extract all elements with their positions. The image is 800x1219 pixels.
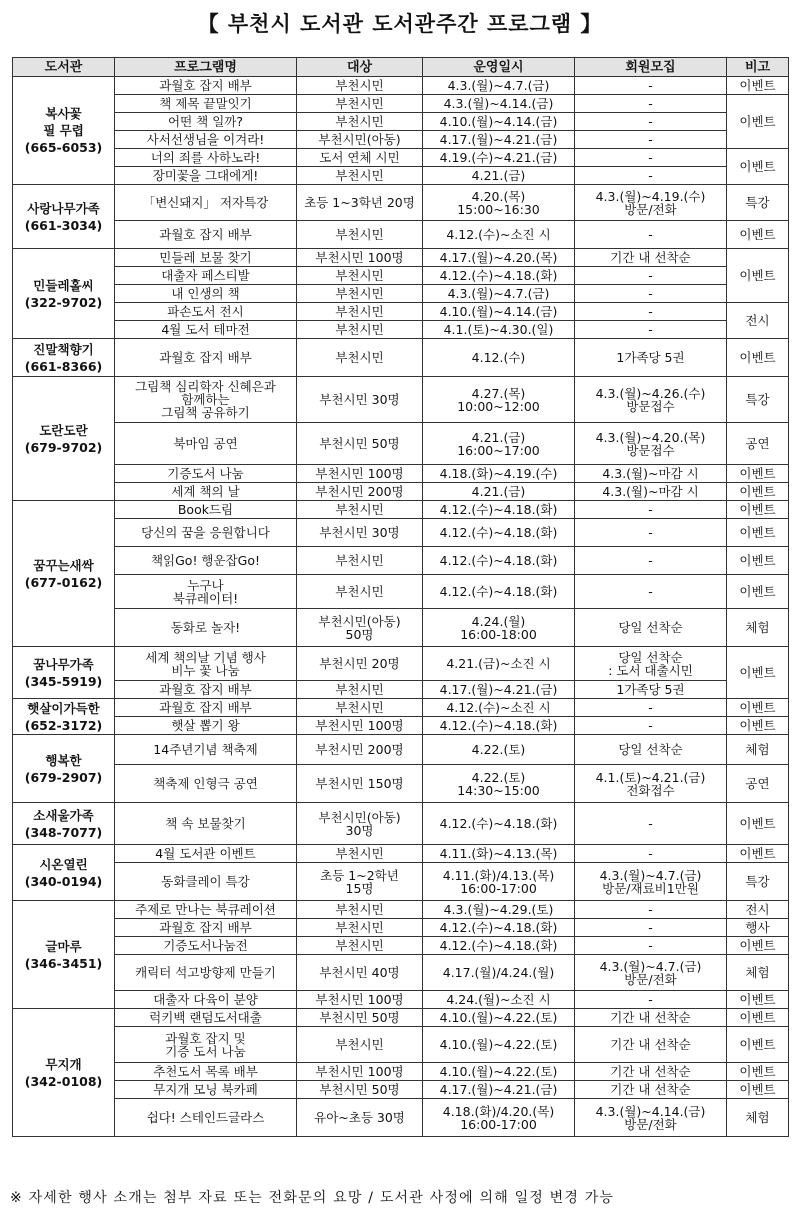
operating-date: 4.21.(금): [423, 483, 575, 501]
table-row: [13, 1027, 789, 1063]
target-audience: 부천시민: [297, 303, 423, 321]
table-row: [13, 1009, 789, 1027]
operating-date: 4.17.(월)~4.21.(금): [423, 131, 575, 149]
target-audience: 부천시민: [297, 167, 423, 185]
library-cell: [13, 735, 115, 803]
operating-date: 4.12.(수)~4.18.(화): [423, 937, 575, 955]
program-name: 과월호 잡지 및 기증 도서 나눔: [115, 1027, 297, 1063]
recruitment: -: [575, 113, 727, 131]
program-name: 사서선생님을 이겨라!: [115, 131, 297, 149]
library-name: 도란도란: [39, 422, 88, 438]
table-row: [13, 267, 789, 285]
table-row: [13, 955, 789, 991]
library-cell: [13, 77, 115, 185]
note-cell: 이벤트: [727, 1081, 789, 1099]
recruitment: -: [575, 285, 727, 303]
recruitment: -: [575, 95, 727, 113]
program-name: 과월호 잡지 배부: [115, 699, 297, 717]
operating-date: 4.18.(화)~4.19.(수): [423, 465, 575, 483]
recruitment: 4.3.(월)~4.19.(수) 방문/전화: [575, 185, 727, 221]
operating-date: 4.27.(목) 10:00~12:00: [423, 377, 575, 423]
library-cell: [13, 699, 115, 735]
operating-date: 4.3.(월)~4.7.(금): [423, 77, 575, 95]
library-name: 햇살이가득한: [27, 700, 100, 716]
header-library: 도서관: [13, 58, 115, 77]
header-date: 운영일시: [423, 58, 575, 77]
operating-date: 4.12.(수)~4.18.(화): [423, 519, 575, 547]
operating-date: 4.3.(월)~4.14.(금): [423, 95, 575, 113]
table-row: [13, 609, 789, 647]
header-row: [13, 58, 789, 77]
program-name: 무지개 모닝 북카페: [115, 1081, 297, 1099]
recruitment: -: [575, 303, 727, 321]
target-audience: 부천시민 200명: [297, 735, 423, 765]
library-cell: [13, 249, 115, 339]
recruitment: 4.1.(토)~4.21.(금) 전화접수: [575, 765, 727, 803]
library-cell: [13, 1009, 115, 1137]
target-audience: 부천시민: [297, 699, 423, 717]
program-name: 과월호 잡지 배부: [115, 77, 297, 95]
program-name: 과월호 잡지 배부: [115, 339, 297, 377]
operating-date: 4.17.(월)~4.21.(금): [423, 1081, 575, 1099]
library-cell: [13, 339, 115, 377]
note-cell: 특강: [727, 863, 789, 901]
target-audience: 부천시민: [297, 681, 423, 699]
target-audience: 부천시민(아동): [297, 131, 423, 149]
operating-date: 4.22.(토): [423, 735, 575, 765]
recruitment: 기간 내 선착순: [575, 1081, 727, 1099]
table-row: [13, 483, 789, 501]
program-name: 동화클레이 특강: [115, 863, 297, 901]
note-cell: 이벤트: [727, 249, 789, 303]
program-name: 추천도서 목록 배부: [115, 1063, 297, 1081]
table-row: [13, 717, 789, 735]
operating-date: 4.12.(수)~4.18.(화): [423, 267, 575, 285]
table-row: [13, 501, 789, 519]
program-name: 「변신돼지」 저자특강: [115, 185, 297, 221]
program-name: 장미꽃을 그대에게!: [115, 167, 297, 185]
recruitment: 기간 내 선착순: [575, 1009, 727, 1027]
target-audience: 부천시민 150명: [297, 765, 423, 803]
recruitment: 1가족당 5권: [575, 681, 727, 699]
header-recruit: 회원모집: [575, 58, 727, 77]
note-cell: 이벤트: [727, 699, 789, 717]
library-name: 시온열린: [39, 856, 88, 872]
program-name: 럭키백 랜덤도서대출: [115, 1009, 297, 1027]
table-row: [13, 249, 789, 267]
program-name: 세계 책의날 기념 행사 비누 꽃 나눔: [115, 647, 297, 681]
note-cell: 전시: [727, 901, 789, 919]
program-name: 파손도서 전시: [115, 303, 297, 321]
target-audience: 부천시민 100명: [297, 249, 423, 267]
table-row: [13, 681, 789, 699]
note-cell: 체험: [727, 1099, 789, 1137]
recruitment: 기간 내 선착순: [575, 1027, 727, 1063]
header-program: 프로그램명: [115, 58, 297, 77]
operating-date: 4.17.(월)~4.20.(목): [423, 249, 575, 267]
program-name: 너의 죄를 사하노라!: [115, 149, 297, 167]
note-cell: 체험: [727, 955, 789, 991]
recruitment: -: [575, 501, 727, 519]
note-cell: 이벤트: [727, 149, 789, 185]
operating-date: 4.22.(토) 14:30~15:00: [423, 765, 575, 803]
library-cell: [13, 377, 115, 501]
operating-date: 4.11.(화)/4.13.(목) 16:00-17:00: [423, 863, 575, 901]
operating-date: 4.21.(금) 16:00~17:00: [423, 423, 575, 465]
table-row: [13, 95, 789, 113]
program-table: [12, 57, 789, 1137]
operating-date: 4.21.(금): [423, 167, 575, 185]
library-phone: (342-0108): [24, 1073, 103, 1089]
program-name: 대출자 다육이 분양: [115, 991, 297, 1009]
program-name: 북마임 공연: [115, 423, 297, 465]
operating-date: 4.12.(수)~4.18.(화): [423, 803, 575, 845]
target-audience: 부천시민 50명: [297, 1009, 423, 1027]
target-audience: 초등 1~3학년 20명: [297, 185, 423, 221]
target-audience: 부천시민: [297, 575, 423, 609]
table-row: [13, 285, 789, 303]
recruitment: -: [575, 131, 727, 149]
target-audience: 부천시민 30명: [297, 519, 423, 547]
library-phone: (345-5919): [24, 673, 103, 689]
header-target: 대상: [297, 58, 423, 77]
table-row: [13, 1081, 789, 1099]
target-audience: 부천시민(아동) 30명: [297, 803, 423, 845]
target-audience: 부천시민 100명: [297, 465, 423, 483]
note-cell: 이벤트: [727, 991, 789, 1009]
library-cell: [13, 803, 115, 845]
recruitment: 4.3.(월)~4.7.(금) 방문/전화: [575, 955, 727, 991]
table-row: [13, 919, 789, 937]
operating-date: 4.12.(수)~소진 시: [423, 699, 575, 717]
recruitment: 4.3.(월)~4.26.(수) 방문접수: [575, 377, 727, 423]
operating-date: 4.10.(월)~4.22.(토): [423, 1027, 575, 1063]
target-audience: 부천시민 50명: [297, 1081, 423, 1099]
recruitment: -: [575, 803, 727, 845]
operating-date: 4.12.(수)~4.18.(화): [423, 717, 575, 735]
operating-date: 4.3.(월)~4.7.(금): [423, 285, 575, 303]
target-audience: 부천시민: [297, 113, 423, 131]
program-name: 대출자 페스티발: [115, 267, 297, 285]
recruitment: -: [575, 901, 727, 919]
operating-date: 4.21.(금)~소진 시: [423, 647, 575, 681]
note-cell: 이벤트: [727, 221, 789, 249]
program-name: 누구나 북큐레이터!: [115, 575, 297, 609]
operating-date: 4.18.(화)/4.20.(목) 16:00-17:00: [423, 1099, 575, 1137]
library-name: 글마루: [45, 938, 82, 954]
program-name: 동화로 놀자!: [115, 609, 297, 647]
target-audience: 부천시민: [297, 501, 423, 519]
table-row: [13, 803, 789, 845]
table-row: [13, 937, 789, 955]
table-row: [13, 149, 789, 167]
target-audience: 부천시민: [297, 285, 423, 303]
target-audience: 부천시민: [297, 339, 423, 377]
table-row: [13, 423, 789, 465]
target-audience: 부천시민 20명: [297, 647, 423, 681]
page-title: 【 부천시 도서관 도서관주간 프로그램 】: [197, 12, 603, 36]
target-audience: 부천시민: [297, 1027, 423, 1063]
note-cell: 이벤트: [727, 95, 789, 149]
target-audience: 부천시민: [297, 221, 423, 249]
program-name: 당신의 꿈을 응원합니다: [115, 519, 297, 547]
library-phone: (340-0194): [24, 873, 103, 889]
recruitment: 당일 선착순: [575, 735, 727, 765]
program-name: 책읽Go! 행운잡Go!: [115, 547, 297, 575]
note-cell: 이벤트: [727, 501, 789, 519]
table-row: [13, 765, 789, 803]
note-cell: 이벤트: [727, 77, 789, 95]
operating-date: 4.12.(수)~4.18.(화): [423, 919, 575, 937]
table-row: [13, 167, 789, 185]
recruitment: -: [575, 77, 727, 95]
library-name: 꿈꾸는새싹: [33, 557, 94, 573]
operating-date: 4.24.(월)~소진 시: [423, 991, 575, 1009]
library-phone: (677-0162): [24, 574, 103, 590]
table-body: [13, 77, 789, 1137]
library-phone: (348-7077): [24, 824, 103, 840]
library-cell: [13, 647, 115, 699]
recruitment: 4.3.(월)~4.14.(금) 방문/전화: [575, 1099, 727, 1137]
note-cell: 이벤트: [727, 547, 789, 575]
recruitment: -: [575, 267, 727, 285]
operating-date: 4.24.(월) 16:00-18:00: [423, 609, 575, 647]
recruitment: 당일 선착순 : 도서 대출시민: [575, 647, 727, 681]
recruitment: -: [575, 149, 727, 167]
recruitment: 기간 내 선착순: [575, 1063, 727, 1081]
table-row: [13, 113, 789, 131]
recruitment: -: [575, 919, 727, 937]
table-row: [13, 699, 789, 717]
target-audience: 부천시민: [297, 77, 423, 95]
program-name: 과월호 잡지 배부: [115, 919, 297, 937]
recruitment: -: [575, 937, 727, 955]
table-row: [13, 547, 789, 575]
recruitment: -: [575, 845, 727, 863]
operating-date: 4.19.(수)~4.21.(금): [423, 149, 575, 167]
target-audience: 부천시민 30명: [297, 377, 423, 423]
table-row: [13, 377, 789, 423]
target-audience: 부천시민: [297, 321, 423, 339]
program-name: 4월 도서관 이벤트: [115, 845, 297, 863]
note-cell: 이벤트: [727, 1027, 789, 1063]
footer-note: ※ 자세한 행사 소개는 첨부 자료 또는 전화문의 요망 / 도서관 사정에 의해 일정 변경 가능: [10, 1190, 615, 1206]
note-cell: 이벤트: [727, 575, 789, 609]
target-audience: 부천시민 100명: [297, 1063, 423, 1081]
recruitment: -: [575, 167, 727, 185]
target-audience: 부천시민 50명: [297, 423, 423, 465]
table-row: [13, 303, 789, 321]
target-audience: 부천시민: [297, 937, 423, 955]
note-cell: 체험: [727, 609, 789, 647]
recruitment: -: [575, 321, 727, 339]
operating-date: 4.1.(토)~4.30.(일): [423, 321, 575, 339]
library-name: 소새울가족: [33, 807, 94, 823]
operating-date: 4.12.(수)~4.18.(화): [423, 547, 575, 575]
operating-date: 4.17.(월)~4.21.(금): [423, 681, 575, 699]
recruitment: 4.3.(월)~마감 시: [575, 465, 727, 483]
library-cell: [13, 845, 115, 901]
library-phone: (679-2907): [24, 769, 103, 785]
operating-date: 4.3.(월)~4.29.(토): [423, 901, 575, 919]
note-cell: 공연: [727, 423, 789, 465]
note-cell: 이벤트: [727, 937, 789, 955]
note-cell: 이벤트: [727, 803, 789, 845]
table-row: [13, 321, 789, 339]
library-name: 민들레홀씨: [33, 277, 94, 293]
table-row: [13, 465, 789, 483]
program-name: 쉽다! 스테인드글라스: [115, 1099, 297, 1137]
table-row: [13, 735, 789, 765]
program-name: 4월 도서 테마전: [115, 321, 297, 339]
table-row: [13, 863, 789, 901]
library-phone: (661-3034): [24, 217, 103, 233]
operating-date: 4.10.(월)~4.14.(금): [423, 113, 575, 131]
recruitment: -: [575, 991, 727, 1009]
library-cell: [13, 901, 115, 1009]
program-name: 기증도서 나눔: [115, 465, 297, 483]
library-phone: (679-9702): [24, 439, 103, 455]
note-cell: 특강: [727, 377, 789, 423]
library-name: 진말책향기: [33, 341, 94, 357]
recruitment: 4.3.(월)~마감 시: [575, 483, 727, 501]
note-cell: 이벤트: [727, 647, 789, 699]
note-cell: 특강: [727, 185, 789, 221]
recruitment: 4.3.(월)~4.7.(금) 방문/재료비1만원: [575, 863, 727, 901]
operating-date: 4.17.(월)/4.24.(월): [423, 955, 575, 991]
target-audience: 부천시민: [297, 901, 423, 919]
table-row: [13, 575, 789, 609]
library-name: 무지개: [45, 1056, 82, 1072]
recruitment: -: [575, 519, 727, 547]
note-cell: 전시: [727, 303, 789, 339]
program-name: 햇살 뽑기 왕: [115, 717, 297, 735]
note-cell: 이벤트: [727, 339, 789, 377]
note-cell: 이벤트: [727, 483, 789, 501]
table-row: [13, 131, 789, 149]
program-name: Book드림: [115, 501, 297, 519]
library-phone: (322-9702): [24, 294, 103, 310]
recruitment: -: [575, 575, 727, 609]
program-name: 책 제목 끝말잇기: [115, 95, 297, 113]
target-audience: 부천시민(아동) 50명: [297, 609, 423, 647]
target-audience: 유아~초등 30명: [297, 1099, 423, 1137]
program-name: 책축제 인형극 공연: [115, 765, 297, 803]
operating-date: 4.10.(월)~4.22.(토): [423, 1009, 575, 1027]
target-audience: 부천시민 40명: [297, 955, 423, 991]
program-name: 과월호 잡지 배부: [115, 221, 297, 249]
library-name: 복사꽃 필 무렵: [43, 106, 84, 138]
table-row: [13, 221, 789, 249]
recruitment: -: [575, 221, 727, 249]
recruitment: -: [575, 717, 727, 735]
note-cell: 체험: [727, 735, 789, 765]
program-name: 그림책 심리학자 신혜은과 함께하는 그림책 공유하기: [115, 377, 297, 423]
operating-date: 4.10.(월)~4.22.(토): [423, 1063, 575, 1081]
note-cell: 이벤트: [727, 845, 789, 863]
note-cell: 이벤트: [727, 519, 789, 547]
table-row: [13, 77, 789, 95]
target-audience: 부천시민 100명: [297, 717, 423, 735]
note-cell: 이벤트: [727, 1009, 789, 1027]
operating-date: 4.12.(수)~4.18.(화): [423, 501, 575, 519]
operating-date: 4.12.(수)~4.18.(화): [423, 575, 575, 609]
program-name: 책 속 보물찾기: [115, 803, 297, 845]
operating-date: 4.11.(화)~4.13.(목): [423, 845, 575, 863]
library-phone: (661-8366): [24, 358, 103, 374]
program-name: 어떤 책 일까?: [115, 113, 297, 131]
target-audience: 초등 1~2학년 15명: [297, 863, 423, 901]
table-row: [13, 185, 789, 221]
program-name: 기증도서나눔전: [115, 937, 297, 955]
program-name: 내 인생의 책: [115, 285, 297, 303]
operating-date: 4.12.(수): [423, 339, 575, 377]
recruitment: 기간 내 선착순: [575, 249, 727, 267]
recruitment: 1가족당 5권: [575, 339, 727, 377]
target-audience: 부천시민: [297, 919, 423, 937]
target-audience: 도서 연체 시민: [297, 149, 423, 167]
library-name: 행복한: [45, 752, 82, 768]
note-cell: 이벤트: [727, 717, 789, 735]
library-cell: [13, 185, 115, 249]
table-row: [13, 339, 789, 377]
header-note: 비고: [727, 58, 789, 77]
operating-date: 4.20.(목) 15:00~16:30: [423, 185, 575, 221]
note-cell: 이벤트: [727, 465, 789, 483]
table-row: [13, 845, 789, 863]
library-name: 사랑나무가족: [27, 200, 100, 216]
target-audience: 부천시민: [297, 547, 423, 575]
recruitment: 4.3.(월)~4.20.(목) 방문접수: [575, 423, 727, 465]
table-row: [13, 647, 789, 681]
program-name: 캐릭터 석고방향제 만들기: [115, 955, 297, 991]
table-row: [13, 901, 789, 919]
target-audience: 부천시민: [297, 267, 423, 285]
recruitment: -: [575, 699, 727, 717]
library-cell: [13, 501, 115, 647]
table-row: [13, 1099, 789, 1137]
table-row: [13, 1063, 789, 1081]
note-cell: 이벤트: [727, 1063, 789, 1081]
library-phone: (346-3451): [24, 955, 103, 971]
operating-date: 4.10.(월)~4.14.(금): [423, 303, 575, 321]
recruitment: 당일 선착순: [575, 609, 727, 647]
note-cell: 공연: [727, 765, 789, 803]
note-cell: 행사: [727, 919, 789, 937]
target-audience: 부천시민: [297, 95, 423, 113]
library-name: 꿈나무가족: [33, 656, 94, 672]
library-phone: (665-6053): [24, 140, 103, 155]
library-phone: (652-3172): [24, 717, 103, 733]
recruitment: -: [575, 547, 727, 575]
table-row: [13, 519, 789, 547]
table-row: [13, 991, 789, 1009]
target-audience: 부천시민: [297, 845, 423, 863]
program-name: 주제로 만나는 북큐레이션: [115, 901, 297, 919]
program-name: 세계 책의 날: [115, 483, 297, 501]
operating-date: 4.12.(수)~소진 시: [423, 221, 575, 249]
target-audience: 부천시민 200명: [297, 483, 423, 501]
program-name: 민들레 보물 찾기: [115, 249, 297, 267]
program-name: 14주년기념 책축제: [115, 735, 297, 765]
program-name: 과월호 잡지 배부: [115, 681, 297, 699]
target-audience: 부천시민 100명: [297, 991, 423, 1009]
